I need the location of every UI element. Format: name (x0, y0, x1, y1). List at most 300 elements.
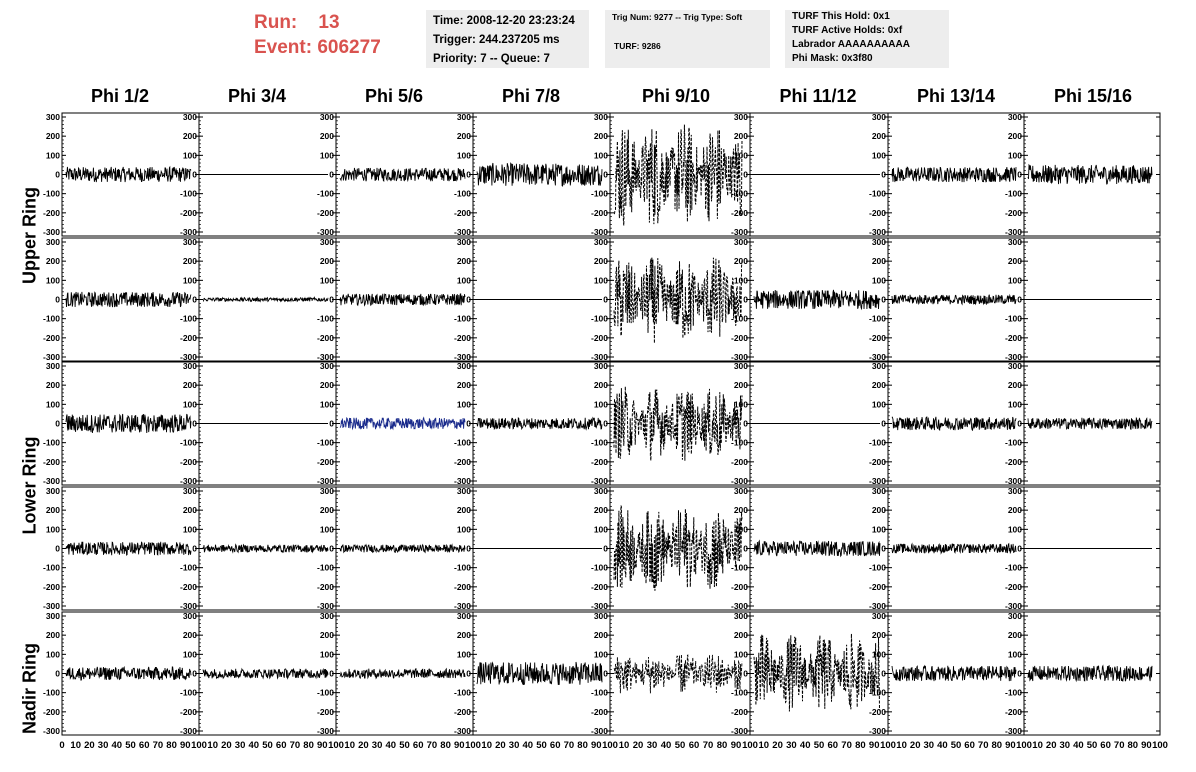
y-tick-label: -300 (42, 227, 60, 237)
y-tick-label: -100 (590, 188, 608, 199)
y-tick-label: 300 (733, 112, 748, 122)
y-tick-label: -100 (730, 437, 748, 448)
y-tick-label: 0 (603, 169, 608, 180)
y-tick-label: 0 (603, 543, 608, 554)
y-tick-label: 0 (329, 418, 334, 429)
y-tick-label: -100 (868, 437, 886, 448)
y-tick-label: 0 (329, 668, 334, 679)
y-tick-label: -200 (730, 706, 748, 717)
y-tick-label: 300 (456, 486, 471, 496)
x-tick-label: 60 (827, 740, 839, 751)
y-tick-label: 100 (182, 275, 197, 286)
y-tick-label: 200 (182, 131, 197, 142)
x-tick-label: 60 (964, 740, 975, 751)
y-tick-label: 300 (456, 361, 471, 371)
y-tick-label: 0 (743, 169, 748, 180)
x-tick-label: 40 (937, 740, 948, 751)
y-tick-label: 100 (593, 275, 608, 286)
y-tick-label: -300 (590, 352, 608, 362)
column-title-phi-7-8: Phi 7/8 (501, 86, 561, 106)
y-tick-label: 300 (733, 237, 748, 247)
y-tick-label: -100 (1004, 687, 1022, 698)
y-tick-label: -200 (453, 581, 471, 592)
x-tick-label: 80 (166, 740, 177, 751)
y-tick-label: -200 (453, 207, 471, 218)
y-tick-label: 300 (319, 112, 334, 122)
y-tick-label: -200 (868, 456, 886, 467)
y-tick-label: 0 (55, 668, 60, 679)
y-tick-label: 200 (593, 131, 608, 142)
y-tick-label: -100 (316, 188, 334, 199)
x-tick-label: 100 (1152, 740, 1168, 751)
x-tick-label: 30 (371, 740, 383, 751)
y-tick-label: 100 (593, 524, 608, 535)
y-tick-label: 300 (182, 112, 197, 122)
y-tick-label: 300 (1007, 611, 1022, 621)
y-tick-label: 0 (603, 294, 608, 305)
y-tick-label: -200 (42, 706, 60, 717)
y-tick-label: -100 (453, 437, 471, 448)
y-tick-label: -300 (730, 601, 748, 611)
y-tick-label: -300 (1004, 352, 1022, 362)
y-tick-label: 300 (319, 611, 334, 621)
turf-hold-text: TURF This Hold: 0x1 (792, 11, 890, 22)
y-tick-label: 200 (1007, 630, 1022, 641)
x-tick-label: 80 (577, 740, 588, 751)
y-tick-label: 0 (1017, 418, 1022, 429)
y-tick-label: 300 (1007, 237, 1022, 247)
x-tick-label: 20 (772, 740, 783, 751)
y-tick-label: 0 (192, 543, 197, 554)
y-tick-label: -100 (730, 188, 748, 199)
x-tick-label: 80 (1127, 740, 1139, 751)
y-tick-label: -300 (1004, 227, 1022, 237)
x-tick-label: 50 (125, 740, 136, 751)
y-tick-label: -200 (868, 332, 886, 343)
y-tick-label: 100 (593, 150, 608, 161)
y-tick-label: -200 (730, 332, 748, 343)
y-tick-label: 100 (45, 275, 60, 286)
y-tick-label: 300 (456, 112, 471, 122)
y-tick-label: 300 (45, 237, 60, 247)
y-tick-label: -300 (453, 726, 471, 736)
x-tick-label: 40 (660, 740, 672, 751)
y-tick-label: -100 (42, 188, 60, 199)
y-tick-label: -100 (453, 687, 471, 698)
y-tick-label: -100 (868, 562, 886, 573)
y-tick-label: 0 (603, 418, 608, 429)
y-tick-label: 200 (45, 505, 60, 516)
x-tick-label: 80 (303, 740, 314, 751)
column-title-phi-3-4: Phi 3/4 (227, 86, 287, 106)
column-title-phi-5-6: Phi 5/6 (364, 86, 424, 106)
y-tick-label: -100 (42, 313, 60, 324)
x-tick-label: 90 (454, 740, 465, 751)
y-tick-label: -100 (730, 687, 748, 698)
y-tick-label: -100 (453, 562, 471, 573)
y-tick-label: -300 (868, 352, 886, 362)
waveform-panel-r2-c7 (1024, 362, 1160, 485)
y-tick-label: -300 (730, 726, 748, 736)
event-value: 606277 (317, 37, 381, 58)
x-tick-label: 20 (495, 740, 506, 751)
x-tick-label: 50 (399, 740, 410, 751)
y-tick-label: 300 (593, 611, 608, 621)
x-tick-label: 100 (465, 740, 481, 751)
y-tick-label: -100 (42, 687, 60, 698)
x-tick-label: 70 (152, 740, 164, 751)
y-tick-label: -300 (590, 476, 608, 486)
y-tick-label: 100 (733, 399, 748, 410)
column-title-phi-11-12: Phi 11/12 (779, 86, 857, 106)
y-tick-label: -100 (1004, 562, 1022, 573)
y-tick-label: 200 (871, 380, 886, 391)
y-tick-label: -300 (1004, 726, 1022, 736)
y-tick-label: 100 (456, 524, 471, 535)
y-tick-label: -100 (590, 437, 608, 448)
x-tick-label: 50 (674, 740, 686, 751)
y-tick-label: 200 (733, 505, 748, 516)
y-tick-label: 200 (456, 380, 471, 391)
y-tick-label: -200 (179, 706, 197, 717)
y-tick-label: 300 (733, 611, 748, 621)
y-tick-label: -100 (453, 188, 471, 199)
y-tick-label: 200 (319, 630, 334, 641)
turf-text: TURF: 9286 (614, 41, 661, 51)
x-tick-label: 30 (646, 740, 658, 751)
y-tick-label: -100 (1004, 313, 1022, 324)
y-tick-label: -300 (868, 227, 886, 237)
y-tick-label: -100 (730, 313, 748, 324)
y-tick-label: 300 (593, 237, 608, 247)
y-tick-label: 200 (733, 380, 748, 391)
y-tick-label: -300 (868, 726, 886, 736)
y-tick-label: -200 (453, 706, 471, 717)
y-tick-label: -300 (453, 601, 471, 611)
column-title-phi-13-14: Phi 13/14 (916, 86, 996, 106)
y-tick-label: 300 (593, 486, 608, 496)
time-text: Time: 2008-12-20 23:23:24 (433, 15, 575, 27)
y-tick-label: -300 (42, 352, 60, 362)
y-tick-label: 0 (329, 543, 334, 554)
y-tick-label: -300 (1004, 476, 1022, 486)
y-tick-label: 200 (45, 380, 60, 391)
y-tick-label: 0 (743, 543, 748, 554)
y-tick-label: 300 (319, 361, 334, 371)
y-tick-label: 100 (319, 649, 334, 660)
y-tick-label: 100 (45, 649, 60, 660)
run-label: Run: (254, 12, 298, 33)
y-tick-label: 200 (182, 505, 197, 516)
y-tick-label: 100 (319, 399, 334, 410)
x-tick-label: 70 (289, 740, 301, 751)
y-tick-label: 100 (456, 275, 471, 286)
y-tick-label: 100 (871, 275, 886, 286)
y-tick-label: 300 (456, 611, 471, 621)
y-tick-label: -200 (453, 332, 471, 343)
y-tick-label: 0 (192, 294, 197, 305)
turf-active-text: TURF Active Holds: 0xf (792, 25, 903, 36)
column-title-phi-9-10: Phi 9/10 (641, 86, 711, 106)
y-tick-label: 100 (733, 649, 748, 660)
y-tick-label: -100 (590, 313, 608, 324)
ring-label-nadir: Nadir Ring (19, 643, 40, 735)
y-tick-label: 100 (45, 150, 60, 161)
x-tick-label: 10 (344, 740, 355, 751)
y-tick-label: -200 (316, 207, 334, 218)
x-tick-label: 80 (440, 740, 451, 751)
y-tick-label: 300 (182, 486, 197, 496)
y-tick-label: -100 (1004, 188, 1022, 199)
y-tick-label: -200 (1004, 706, 1022, 717)
y-tick-label: 0 (743, 418, 748, 429)
y-tick-label: -100 (179, 562, 197, 573)
y-tick-label: 300 (733, 486, 748, 496)
trigger-text: Trigger: 244.237205 ms (433, 34, 560, 46)
y-tick-label: 200 (871, 131, 886, 142)
y-tick-label: -200 (42, 456, 60, 467)
x-tick-label: 20 (221, 740, 232, 751)
y-tick-label: -200 (179, 456, 197, 467)
y-tick-label: -100 (868, 313, 886, 324)
x-tick-label: 70 (426, 740, 438, 751)
y-tick-label: 300 (593, 361, 608, 371)
y-tick-label: 200 (319, 256, 334, 267)
y-tick-label: 100 (593, 399, 608, 410)
x-tick-label: 30 (786, 740, 797, 751)
y-tick-label: -200 (316, 581, 334, 592)
y-tick-label: -100 (590, 687, 608, 698)
x-tick-label: 100 (742, 740, 758, 751)
y-tick-label: -200 (730, 581, 748, 592)
x-tick-label: 60 (275, 740, 287, 751)
x-tick-label: 10 (1032, 740, 1043, 751)
x-tick-label: 90 (868, 740, 880, 751)
ring-label-upper: Upper Ring (19, 187, 40, 284)
y-tick-label: 0 (881, 418, 886, 429)
y-tick-label: 300 (456, 237, 471, 247)
y-tick-label: 200 (1007, 505, 1022, 516)
run-value: 13 (318, 12, 340, 33)
y-tick-label: -300 (42, 601, 60, 611)
x-tick-label: 10 (758, 740, 770, 751)
y-tick-label: -100 (179, 188, 197, 199)
x-tick-label: 30 (234, 740, 246, 751)
y-tick-label: 200 (456, 131, 471, 142)
x-tick-label: 100 (880, 740, 896, 751)
x-tick-label: 100 (602, 740, 618, 751)
y-tick-label: -100 (42, 562, 60, 573)
y-tick-label: 300 (871, 611, 886, 621)
y-tick-label: -200 (42, 207, 60, 218)
y-tick-label: 200 (319, 505, 334, 516)
y-tick-label: -300 (316, 227, 334, 237)
y-tick-label: 100 (182, 399, 197, 410)
y-tick-label: -200 (179, 207, 197, 218)
y-tick-label: 200 (733, 256, 748, 267)
y-tick-label: -200 (868, 706, 886, 717)
x-tick-label: 80 (716, 740, 728, 751)
y-tick-label: 200 (456, 505, 471, 516)
y-tick-label: 300 (1007, 361, 1022, 371)
x-tick-label: 60 (1100, 740, 1111, 751)
y-tick-label: 0 (466, 418, 471, 429)
y-tick-label: 0 (1017, 668, 1022, 679)
y-tick-label: -200 (1004, 332, 1022, 343)
x-tick-label: 50 (262, 740, 273, 751)
y-tick-label: -300 (316, 726, 334, 736)
y-tick-label: -100 (179, 687, 197, 698)
y-tick-label: 0 (329, 294, 334, 305)
y-tick-label: 200 (1007, 131, 1022, 142)
y-tick-label: 200 (593, 380, 608, 391)
y-tick-label: -300 (453, 227, 471, 237)
column-title-phi-1-2: Phi 1/2 (90, 86, 150, 106)
y-tick-label: 0 (192, 418, 197, 429)
y-tick-label: 200 (1007, 256, 1022, 267)
y-tick-label: 200 (182, 256, 197, 267)
y-tick-label: 100 (182, 150, 197, 161)
y-tick-label: 0 (1017, 294, 1022, 305)
y-tick-label: -100 (316, 313, 334, 324)
x-tick-label: 70 (841, 740, 852, 751)
y-tick-label: -100 (316, 437, 334, 448)
y-tick-label: -100 (868, 687, 886, 698)
y-tick-label: -300 (590, 227, 608, 237)
x-tick-label: 40 (522, 740, 534, 751)
y-tick-label: 0 (55, 418, 60, 429)
y-tick-label: 300 (871, 361, 886, 371)
y-tick-label: -300 (316, 476, 334, 486)
x-tick-label: 10 (618, 740, 630, 751)
x-tick-label: 40 (799, 740, 811, 751)
y-tick-label: 200 (182, 630, 197, 641)
y-tick-label: 200 (871, 505, 886, 516)
y-tick-label: 0 (1017, 169, 1022, 180)
x-tick-label: 70 (563, 740, 575, 751)
y-tick-label: 200 (45, 256, 60, 267)
y-tick-label: -100 (453, 313, 471, 324)
x-tick-label: 20 (909, 740, 921, 751)
x-tick-label: 60 (412, 740, 424, 751)
y-tick-label: 100 (871, 524, 886, 535)
y-tick-label: 0 (466, 169, 471, 180)
y-tick-label: -100 (179, 437, 197, 448)
y-tick-label: -300 (179, 476, 197, 486)
y-tick-label: 100 (1007, 524, 1022, 535)
y-tick-label: 100 (182, 649, 197, 660)
y-tick-label: -200 (590, 456, 608, 467)
y-tick-label: 300 (319, 486, 334, 496)
y-tick-label: 100 (1007, 399, 1022, 410)
y-tick-label: 300 (1007, 112, 1022, 122)
y-tick-label: 0 (603, 668, 608, 679)
y-tick-label: 300 (45, 611, 60, 621)
y-tick-label: 100 (871, 649, 886, 660)
x-tick-label: 30 (97, 740, 109, 751)
y-tick-label: 100 (1007, 275, 1022, 286)
y-tick-label: 100 (733, 275, 748, 286)
x-tick-label: 70 (977, 740, 989, 751)
y-tick-label: 200 (319, 131, 334, 142)
y-tick-label: 0 (881, 668, 886, 679)
y-tick-label: 100 (871, 150, 886, 161)
y-tick-label: 100 (733, 524, 748, 535)
y-tick-label: 200 (593, 505, 608, 516)
y-tick-label: -200 (590, 332, 608, 343)
y-tick-label: -300 (179, 601, 197, 611)
y-tick-label: -200 (316, 456, 334, 467)
x-tick-label: 40 (1073, 740, 1084, 751)
x-tick-label: 50 (950, 740, 962, 751)
y-tick-label: -200 (42, 332, 60, 343)
y-tick-label: 100 (1007, 150, 1022, 161)
x-tick-label: 10 (70, 740, 81, 751)
y-tick-label: -300 (1004, 601, 1022, 611)
y-tick-label: 0 (55, 294, 60, 305)
y-tick-label: -200 (179, 581, 197, 592)
y-tick-label: -200 (730, 207, 748, 218)
y-tick-label: 300 (593, 112, 608, 122)
y-tick-label: -200 (590, 706, 608, 717)
y-tick-label: 100 (1007, 649, 1022, 660)
y-tick-label: 300 (45, 361, 60, 371)
y-tick-label: 0 (329, 169, 334, 180)
x-tick-label: 40 (385, 740, 397, 751)
y-tick-label: 300 (182, 361, 197, 371)
y-tick-label: -300 (42, 726, 60, 736)
y-tick-label: -300 (590, 601, 608, 611)
y-tick-label: -200 (316, 706, 334, 717)
y-tick-label: 200 (871, 630, 886, 641)
y-tick-label: -100 (42, 437, 60, 448)
y-tick-label: 100 (182, 524, 197, 535)
y-tick-label: 200 (593, 256, 608, 267)
x-tick-label: 90 (1005, 740, 1016, 751)
y-tick-label: 200 (871, 256, 886, 267)
x-tick-label: 0 (59, 740, 65, 751)
y-tick-label: -300 (730, 227, 748, 237)
y-tick-label: 0 (743, 668, 748, 679)
y-tick-label: 0 (192, 169, 197, 180)
x-tick-label: 40 (248, 740, 260, 751)
y-tick-label: 200 (45, 630, 60, 641)
y-tick-label: 100 (319, 275, 334, 286)
x-tick-label: 90 (180, 740, 191, 751)
y-tick-label: 300 (733, 361, 748, 371)
y-tick-label: -300 (179, 227, 197, 237)
x-tick-label: 100 (328, 740, 344, 751)
y-tick-label: 200 (182, 380, 197, 391)
y-tick-label: -300 (179, 352, 197, 362)
y-tick-label: 200 (1007, 380, 1022, 391)
y-tick-label: 300 (45, 486, 60, 496)
y-tick-label: 300 (871, 486, 886, 496)
y-tick-label: -300 (42, 476, 60, 486)
y-tick-label: -200 (730, 456, 748, 467)
y-tick-label: -300 (453, 476, 471, 486)
y-tick-label: 0 (881, 294, 886, 305)
y-tick-label: -300 (868, 601, 886, 611)
y-tick-label: 200 (593, 630, 608, 641)
y-tick-label: 300 (319, 237, 334, 247)
y-tick-label: -200 (316, 332, 334, 343)
y-tick-label: -200 (868, 207, 886, 218)
y-tick-label: 300 (182, 611, 197, 621)
x-tick-label: 60 (138, 740, 150, 751)
y-tick-label: 300 (871, 237, 886, 247)
x-tick-label: 20 (358, 740, 369, 751)
